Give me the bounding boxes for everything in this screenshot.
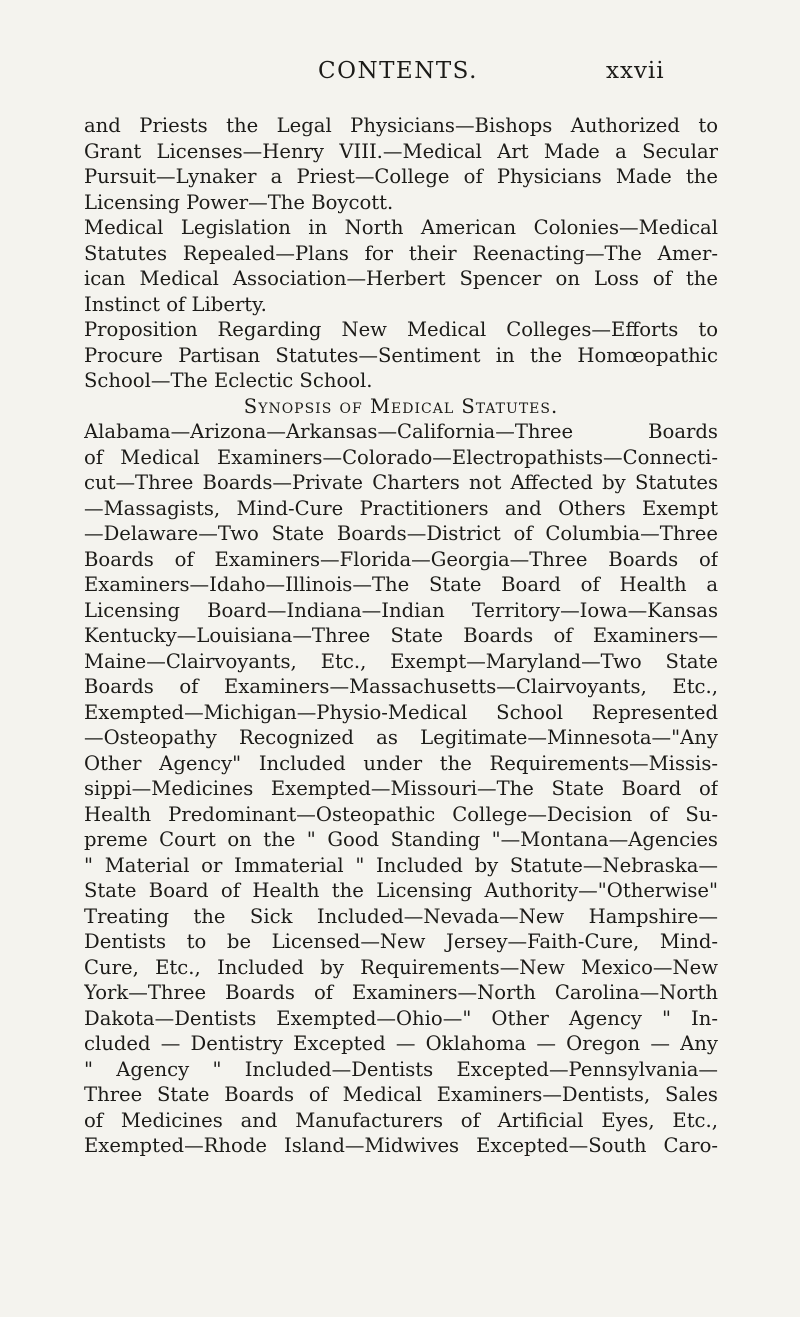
text-line: Grant Licenses—Henry VIII.—Medical Art Made a Secular <box>84 139 718 163</box>
text-line: Alabama—Arizona—Arkansas—California—Three Boards <box>84 420 718 443</box>
text-line: State Board of Health the Licensing Authority—"Otherwise" <box>84 879 718 902</box>
text-line: Instinct of Liberty. <box>84 292 267 316</box>
text-line: Licensing Power—The Boycott. <box>84 190 394 214</box>
text-line: Treating the Sick Included—Nevada—New Hampshire— <box>84 904 718 928</box>
text-line: Cure, Etc., Included by Requirements—New Mexico—New <box>84 955 718 979</box>
text-line: Proposition Regarding New Medical Colleges—Efforts to <box>84 318 718 341</box>
text-line: ican Medical Association—Herbert Spencer on Loss of the <box>84 267 718 290</box>
contents-body <box>84 113 718 1159</box>
text-line: Kentucky—Louisiana—Three State Boards of Examiners— <box>84 624 718 647</box>
text-line: " Agency " Included—Dentists Excepted—Pennsylvania— <box>84 1057 718 1081</box>
text-line: Statutes Repealed—Plans for their Reenacting—The Amer- <box>84 241 718 265</box>
text-line: cluded — Dentistry Excepted — Oklahoma — Oregon — Any <box>84 1032 718 1055</box>
text-line: York—Three Boards of Examiners—North Carolina—North <box>84 981 718 1004</box>
page-number: xxvii <box>606 58 665 84</box>
text-line: " Material or Immaterial " Included by Statute—Nebraska— <box>84 853 718 877</box>
text-line: Boards of Examiners—Florida—Georgia—Three Boards of <box>84 547 718 571</box>
text-line: Medical Legislation in North American Colonies—Medical <box>84 216 718 239</box>
running-title: CONTENTS. <box>318 58 478 84</box>
text-line: —Delaware—Two State Boards—District of Columbia—Three <box>84 522 718 545</box>
text-line: and Priests the Legal Physicians—Bishops Authorized to <box>84 114 718 137</box>
text-line: Three State Boards of Medical Examiners—Dentists, Sales <box>84 1083 718 1106</box>
text-line: Dentists to be Licensed—New Jersey—Faith-Cure, Mind- <box>84 930 718 953</box>
text-line: Pursuit—Lynaker a Priest—College of Physicians Made the <box>84 165 718 188</box>
text-line: Dakota—Dentists Exempted—Ohio—" Other Agency " In- <box>84 1006 718 1030</box>
text-line: Boards of Examiners—Massachusetts—Clairvoyants, Etc., <box>84 675 718 698</box>
text-line: of Medicines and Manufacturers of Artificial Eyes, Etc., <box>84 1108 718 1132</box>
text-line: of Medical Examiners—Colorado—Electropathists—Connecti- <box>84 445 718 469</box>
text-line: Exempted—Michigan—Physio-Medical School Represented <box>84 700 718 724</box>
text-line: Maine—Clairvoyants, Etc., Exempt—Maryland—Two State <box>84 649 718 673</box>
text-line: cut—Three Boards—Private Charters not Affected by Statutes <box>84 471 718 494</box>
text-line: Licensing Board—Indiana—Indian Territory—Iowa—Kansas <box>84 598 718 622</box>
text-line: School—The Eclectic School. <box>84 369 373 392</box>
running-head <box>0 58 800 88</box>
section-heading: Synopsis of Medical Statutes. <box>243 394 559 418</box>
text-line: Examiners—Idaho—Illinois—The State Board of Health a <box>84 573 718 596</box>
text-line: —Massagists, Mind-Cure Practitioners and Others Exempt <box>84 496 718 520</box>
text-line: Health Predominant—Osteopathic College—Decision of Su- <box>84 802 718 826</box>
text-line: Procure Partisan Statutes—Sentiment in the Homœopathic <box>84 343 718 367</box>
text-line: sippi—Medicines Exempted—Missouri—The State Board of <box>84 777 718 800</box>
text-line: —Osteopathy Recognized as Legitimate—Minnesota—"Any <box>84 726 718 749</box>
text-line: preme Court on the " Good Standing "—Montana—Agencies <box>84 828 718 851</box>
text-line: Exempted—Rhode Island—Midwives Excepted—South Caro- <box>84 1134 718 1157</box>
text-line: Other Agency" Included under the Requirements—Missis- <box>84 751 718 775</box>
